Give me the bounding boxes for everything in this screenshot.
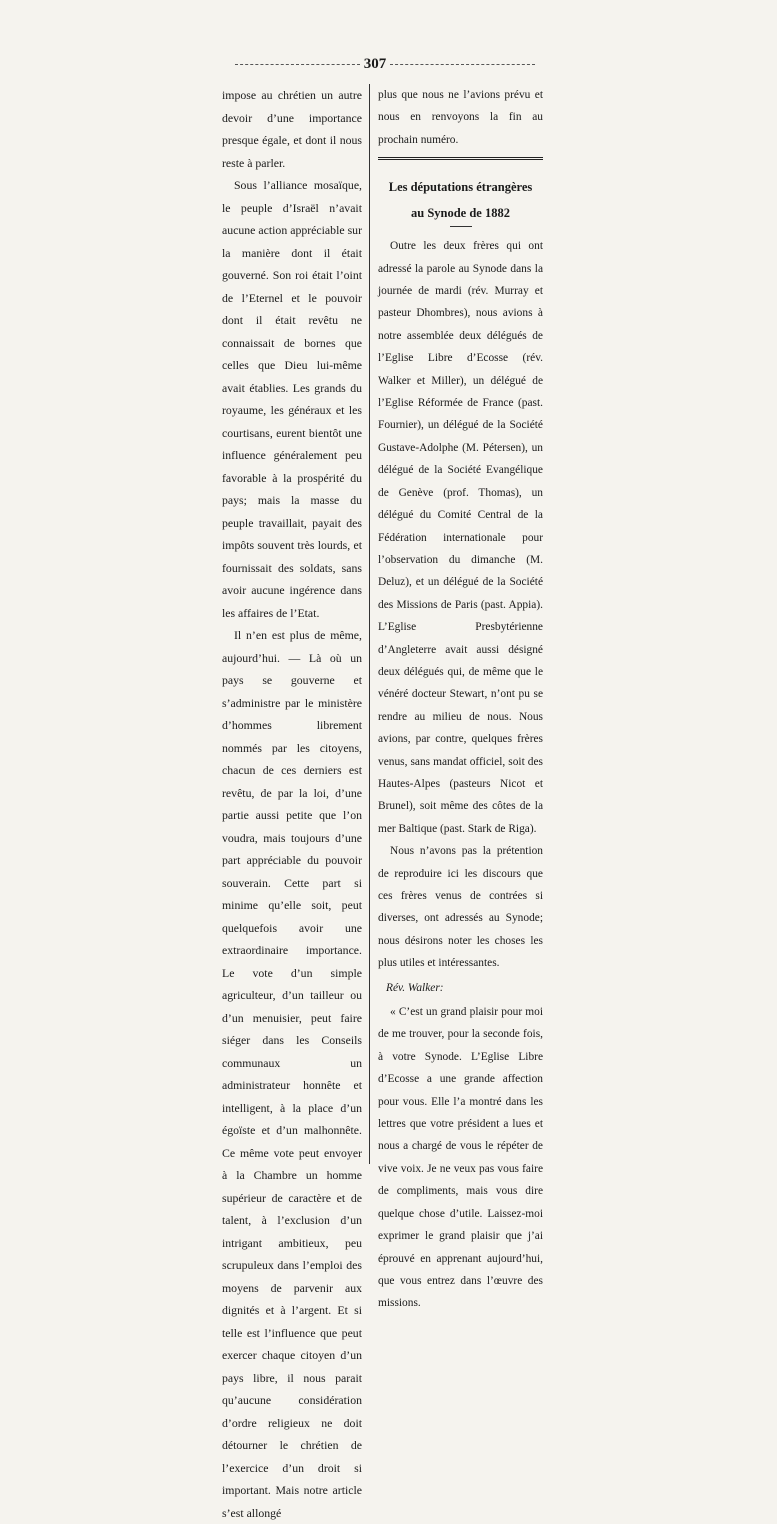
section-title-line-1: Les députations étrangères — [388, 180, 533, 195]
section-divider — [378, 157, 543, 160]
title-ornament-rule — [450, 226, 472, 227]
right-paragraph-2: Nous n’avons pas la prétention de reproduire ici les discours que ces frères venus de contrées si diverses, ont adressés au Synode; nous désirons noter les choses les plus utiles et intéressantes. — [378, 845, 543, 970]
left-paragraph-3: Il n’en est plus de même, aujourd’hui. — Là où un pays se gouverne et s’administre par le ministère d’hommes librement nommés par les citoyens, chacun de ces derniers est revêtu, de par la loi, d’une partie aussi petite que l’on voudra, mais toujours d’une part appréciable du pouvoir souverain. Cette part si minime qu’elle soit, peut quelquefois avoir une extraordinaire importance. Le vote d’un simple agriculteur, d’un tailleur ou d’un menuisier, peut faire siéger dans les Conseils communaux un administrateur honnête et intelligent, à la place d’un égoïste et d’un malhonnête. Ce même vote peut envoyer à la Chambre un homme supérieur de caractère et de talent, à l’exclusion d’un intrigant ambitieux, peu scrupuleux dans l’emploi des moyens de parvenir aux dignités et à l’argent. Et si telle est l’influence que peut exercer chaque citoyen d’un pays libre, il nous parait qu’aucune considération d’ordre religieux ne doit détourner le chrétien de l’exercice d’un droit si important. Mais notre article s’est allongé — [222, 628, 362, 1520]
left-paragraph-2: Sous l’alliance mosaïque, le peuple d’Israël n’avait aucune action appréciable sur la manière dont il était gouverné. Son roi était l’oint de l’Eternel et le pouvoir dont il était revêtu ne connaissait de bornes que celles que Dieu lui-même avait établies. Les grands du royaume, les généraux et les courtisans, eurent bientôt une influence généralement peu favorable à la prospérité du pays; mais la masse du peuple travaillait, payait des impôts souvent très lourds, et fournissait des soldats, sans avoir aucune ingérence dans les affaires de l’Etat. — [222, 178, 362, 620]
left-column — [222, 84, 362, 1524]
left-paragraph-1: impose au chrétien un autre devoir d’une importance presque égale, et dont il nous reste à parler. — [222, 88, 362, 170]
right-column — [378, 84, 543, 1315]
speaker-label: Rév. Walker: — [386, 981, 444, 994]
continuation-text: plus que nous ne l’avions prévu et nous en renvoyons la fin au prochain numéro. — [378, 89, 543, 146]
page-header — [235, 52, 535, 76]
right-paragraph-1: Outre les deux frères qui ont adressé la parole au Synode dans la journée de mardi (rév. Murray et pasteur Dhombres), nous avions à notre assemblée deux délégués de l’Eglise Libre d’Ecosse (rév. Walker et Miller), un délégué de l’Eglise Réformée de France (past. Fournier), un délégué de la Société Gustave-Adolphe (M. Pétersen), un délégué de la Société Evangélique de Genève (prof. Thomas), un délégué du Comité Central de la Fédération internationale pour l’observation du dimanche (M. Deluz), et un délégué de la Société des Missions de Paris (past. Appia). L’Eglise Presbytérienne d’Angleterre avait aussi désigné deux délégués qui, de même que le vénéré docteur Stewart, n’ont pu se rendre au milieu de nous. Nous avions, par contre, quelques frères venus, sans mandat officiel, soit des Hautes-Alpes (pasteurs Nicot et Brunel), soit même des côtes de la mer Baltique (past. Stark de Riga). — [378, 240, 543, 835]
speech-quote: « C’est un grand plaisir pour moi de me trouver, pour la seconde fois, à votre Synode. L’Eglise Libre d’Ecosse a une grande affection pour vous. Elle l’a montré dans les lettres que votre président a lues et nous a chargé de vous le répéter de vive voix. Je ne veux pas vous faire de compliments, mais vous dire quelque chose d’utile. Laissez-moi exprimer le grand plaisir que j’ai éprouvé en apprenant aujourd’hui, que vous entrez dans l’œuvre des missions. — [378, 1006, 543, 1310]
page-number: 307 — [363, 56, 387, 72]
header-rule-right — [390, 64, 535, 65]
section-title-line-2: au Synode de 1882 — [411, 206, 510, 221]
column-divider — [369, 84, 370, 1164]
header-rule-left — [235, 64, 360, 65]
